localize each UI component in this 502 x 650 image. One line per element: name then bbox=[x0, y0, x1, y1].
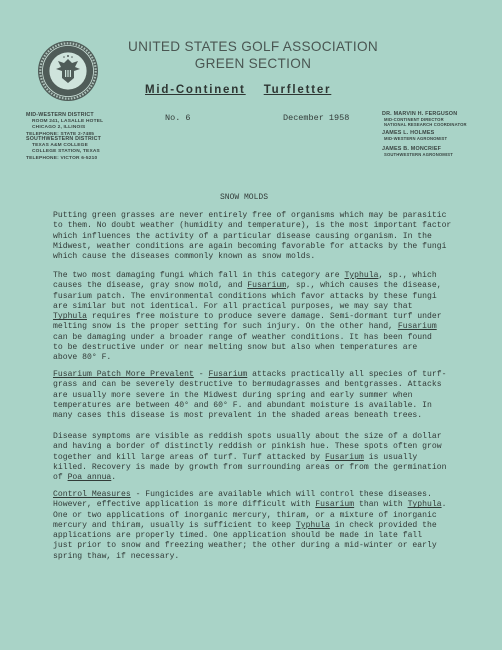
paragraph-line: are similar but not identical. For all practical purposes, we may say that bbox=[53, 301, 413, 311]
paragraph-line: Midwest, weather conditions are again becoming favorable for attacks by the fungi bbox=[53, 241, 447, 251]
staff-title: SOUTHWESTERN AGRONOMIST bbox=[384, 152, 453, 157]
district-phone: TELEPHONE: STATE 2-7485 bbox=[26, 131, 95, 137]
staff-name: DR. MARVIN H. FERGUSON bbox=[382, 111, 458, 117]
paragraph-fungi bbox=[53, 271, 473, 364]
district-name: MID-WESTERN DISTRICT bbox=[26, 112, 94, 118]
paragraph-line: causes the disease, gray snow mold, and Fusarium, sp., which causes the disease, bbox=[53, 281, 442, 291]
usga-seal-icon bbox=[37, 40, 99, 102]
paragraph-control bbox=[53, 490, 473, 562]
paragraph-line: Disease symptoms are visible as reddish spots usually about the size of a dollar bbox=[53, 432, 442, 441]
district-address-line: COLLEGE STATION, TEXAS bbox=[32, 149, 100, 154]
paragraph-line: fusarium patch. The environmental conditions which favor attacks by these fungi bbox=[53, 291, 437, 301]
newsletter-title-word2: Turfletter bbox=[263, 84, 332, 96]
issue-date: December 1958 bbox=[283, 113, 350, 123]
paragraph-line: melting snow is the proper setting for such injury. On the other hand, Fusarium bbox=[53, 322, 437, 332]
section-heading: Fusarium Patch More Prevalent bbox=[53, 370, 194, 379]
paragraph-intro bbox=[53, 211, 473, 262]
paragraph-line: to be destructive under or near melting snow but also when temperatures are bbox=[53, 343, 418, 353]
paragraph-line: and having a border of distinctly reddish or pinkish hue. These spots often grow bbox=[53, 442, 442, 452]
district-name: SOUTHWESTERN DISTRICT bbox=[26, 136, 102, 142]
paragraph-line: above 80° F. bbox=[53, 353, 112, 363]
district-address-line: ROOM 241, LASALLE HOTEL bbox=[32, 118, 104, 124]
district-southwest bbox=[26, 136, 101, 162]
staff-title: NATIONAL RESEARCH COORDINATOR bbox=[384, 122, 467, 127]
district-address-line: TEXAS A&M COLLEGE bbox=[32, 142, 88, 148]
org-subname: GREEN SECTION bbox=[194, 56, 312, 71]
staff-title: MID-WESTERN AGRONOMIST bbox=[384, 136, 448, 141]
paragraph-line: to them. No doubt weather (humidity and temperature), is the most important factor bbox=[53, 221, 452, 231]
paragraph-line: grass and can be severely destructive to bermudagrasses and bentgrasses. Attacks bbox=[53, 380, 442, 390]
paragraph-symptoms bbox=[53, 432, 473, 483]
paragraph-line: are usually more severe in the Midwest during spring and early summer when bbox=[53, 390, 413, 400]
staff-moncrief bbox=[382, 146, 453, 157]
paragraph-fusarium bbox=[53, 370, 473, 421]
paragraph-line: Control Measures - Fungicides are available which will control these diseases. bbox=[53, 490, 432, 499]
staff-ferguson bbox=[382, 111, 467, 127]
paragraph-line: which cause the diseases commonly known as snow molds. bbox=[53, 252, 316, 262]
paragraph-line: mercury and thiram, usually is sufficient to keep Typhula in check provided the bbox=[53, 520, 437, 530]
paragraph-line: temperatures are between 40° and 60° F. and abundant moisture is available. In bbox=[53, 400, 432, 410]
document-title: SNOW MOLDS bbox=[220, 193, 269, 202]
paragraph-line: together and kill large areas of turf. Turf attacked by Fusarium is usually bbox=[53, 452, 418, 462]
district-phone: TELEPHONE: VICTOR 6-5210 bbox=[26, 155, 98, 161]
paragraph-line: Putting green grasses are never entirely free of organisms which may be parasitic bbox=[53, 211, 447, 220]
staff-name: JAMES B. MONCRIEF bbox=[382, 146, 442, 152]
staff-holmes bbox=[382, 130, 447, 141]
paragraph-line: killed. Recovery is made by growth from surrounding areas or from the germination bbox=[53, 462, 447, 472]
paragraph-line: Typhula requires free moisture to produce severe damage. Semi-dormant turf under bbox=[53, 312, 442, 322]
paragraph-line: One or two applications of inorganic mercury, thiram, or a mixture of inorganic bbox=[53, 510, 437, 520]
newsletter-title bbox=[145, 84, 331, 96]
org-name: UNITED STATES GOLF ASSOCIATION bbox=[128, 39, 378, 54]
section-heading: Control Measures bbox=[53, 490, 131, 499]
paragraph-line: just prior to snow and freezing weather; the other during a mid-winter or early bbox=[53, 541, 437, 551]
paragraph-line: of Poa annua. bbox=[53, 473, 117, 483]
district-midwest bbox=[26, 112, 103, 138]
staff-title: MID-CONTINENT DIRECTOR bbox=[384, 117, 444, 122]
paragraph-line: Fusarium Patch More Prevalent - Fusarium attacks practically all species of turf- bbox=[53, 370, 447, 379]
paragraph-line: spring thaw, if necessary. bbox=[53, 551, 180, 561]
issue-number: No. 6 bbox=[165, 113, 191, 123]
district-address-line: CHICAGO 2, ILLINOIS bbox=[32, 125, 86, 130]
paragraph-line: many cases this disease is most prevalent in the shaded areas beneath trees. bbox=[53, 411, 423, 421]
paragraph-line: The two most damaging fungi which fall in this category are Typhula, sp., which bbox=[53, 271, 437, 280]
paragraph-line: applications are properly timed. One application should be made in late fall bbox=[53, 531, 423, 541]
newsletter-title-word1: Mid-Continent bbox=[145, 84, 246, 96]
paragraph-line: can be damaging under a broader range of weather conditions. It has been found bbox=[53, 332, 432, 342]
paragraph-line: which influences the activity of a particular disease causing organism. In the bbox=[53, 231, 432, 241]
staff-name: JAMES L. HOLMES bbox=[382, 130, 435, 136]
paragraph-line: However, effective application is more difficult with Fusarium than with Typhula. bbox=[53, 500, 447, 510]
